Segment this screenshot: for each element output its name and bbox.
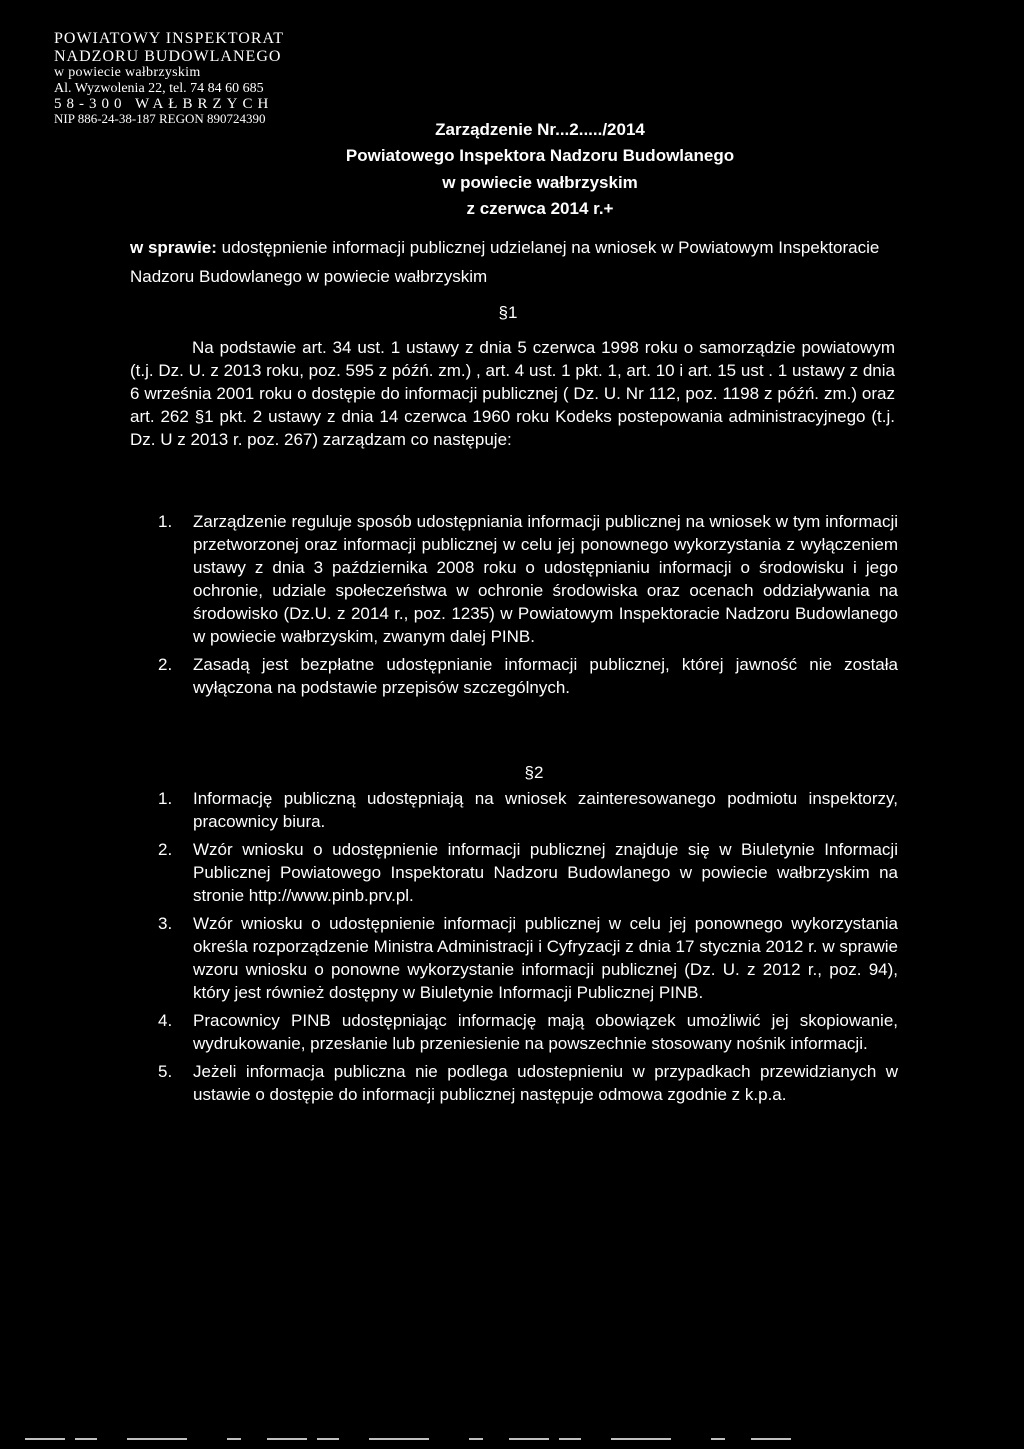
subject-text: udostępnienie informacji publicznej udzielanej na wniosek w Powiatowym Inspektoracie Nadzoru Budowlanego w powiecie wałbrzyskim bbox=[130, 238, 880, 286]
list-item-text: Wzór wniosku o udostępnienie informacji publicznej w celu jej ponownego wykorzystania określa rozporządzenie Ministra Administracji i Cyfryzacji z dnia 17 stycznia 2012 r. w sprawie wzoru wniosku o ponowne wykorzystanie informacji publicznej (Dz. U. z 2012 r., poz. 94), który jest również dostępny w Biuletynie Informacji Publicznej PINB. bbox=[193, 914, 898, 1002]
list-item-number: 1. bbox=[158, 789, 173, 808]
document-area: w powiecie wałbrzyskim bbox=[442, 172, 638, 192]
document-issuer: Powiatowego Inspektora Nadzoru Budowlanego bbox=[345, 146, 735, 166]
list-item bbox=[150, 1060, 898, 1106]
stamp-line: NIP 886-24-38-187 REGON 890724390 bbox=[54, 111, 266, 127]
document-date: z czerwca 2014 r.+ bbox=[466, 199, 614, 219]
stamp-line: POWIATOWY INSPEKTORAT bbox=[54, 30, 285, 47]
list-item-text: Informację publiczną udostępniają na wniosek zainteresowanego podmiotu inspektorzy, pracownicy biura. bbox=[193, 789, 898, 831]
section-2-list bbox=[150, 787, 898, 1111]
list-item bbox=[150, 510, 898, 648]
footer-dashed-rule bbox=[25, 1438, 795, 1440]
list-item-text: Wzór wniosku o udostępnienie informacji publicznej znajduje się w Biuletynie Informacji Publicznej Powiatowego Inspektoratu Nadzoru Budowlanego w powiecie wałbrzyskim na stronie http://www.pinb.prv.pl. bbox=[193, 840, 898, 905]
list-item-text: Zasadą jest bezpłatne udostępnianie informacji publicznej, której jawność nie została wyłączona na podstawie przepisów szczególnych. bbox=[193, 655, 898, 697]
office-stamp bbox=[54, 30, 354, 127]
list-item-text: Pracownicy PINB udostępniając informację mają obowiązek umożliwić jej skopiowanie, wydrukowanie, przesłanie lub przeniesienie na powszechnie stosowany nośnik informacji. bbox=[193, 1011, 898, 1053]
stamp-line: Al. Wyzwolenia 22, tel. 74 84 60 685 bbox=[54, 80, 264, 96]
stamp-line: w powiecie wałbrzyskim bbox=[54, 65, 201, 81]
list-item bbox=[150, 912, 898, 1004]
document-title: Zarządzenie Nr...2...../2014 bbox=[435, 120, 645, 139]
section-2-mark: §2 bbox=[524, 763, 544, 782]
list-item bbox=[150, 1009, 898, 1055]
stamp-line: NADZORU BUDOWLANEGO bbox=[54, 47, 282, 65]
list-item bbox=[150, 838, 898, 907]
subject-label: w sprawie: bbox=[130, 238, 217, 257]
list-item-number: 2. bbox=[158, 655, 173, 674]
subject-line bbox=[130, 233, 910, 291]
list-item bbox=[150, 787, 898, 833]
section-1-list bbox=[150, 510, 898, 704]
list-item-number: 2. bbox=[158, 840, 173, 859]
list-item-number: 3. bbox=[158, 914, 173, 933]
stamp-line: 58-300 WAŁBRZYCH bbox=[54, 95, 274, 112]
list-item-number: 5. bbox=[158, 1062, 173, 1081]
list-item-number: 4. bbox=[158, 1011, 173, 1030]
list-item-number: 1. bbox=[158, 512, 173, 531]
list-item-text: Zarządzenie reguluje sposób udostępniania informacji publicznej na wniosek w tym informacji przetworzonej oraz informacji publicznej w celu jej ponownego wykorzystania z wyłączeniem ustawy z dnia 3 października 2008 roku o udostępnianiu informacji o środowisku i jego ochronie, udziale społeczeństwa w ochronie środowiska oraz ocenach oddziaływania na środowisko (Dz.U. z 2014 r., poz. 1235) w Powiatowym Inspektoracie Nadzoru Budowlanego w powiecie wałbrzyskim, zwanym dalej PINB. bbox=[193, 512, 898, 646]
list-item-text: Jeżeli informacja publiczna nie podlega udostepnieniu w przypadkach przewidzianych w ustawie o dostępie do informacji publicznej następuje odmowa zgodnie z k.p.a. bbox=[193, 1062, 898, 1104]
document-heading bbox=[300, 117, 780, 222]
list-item bbox=[150, 653, 898, 699]
legal-basis-paragraph: Na podstawie art. 34 ust. 1 ustawy z dnia 5 czerwca 1998 roku o samorządzie powiatowym (t.j. Dz. U. z 2013 roku, poz. 595 z późń. zm.) , art. 4 ust. 1 pkt. 1, art. 10 i art. 15 ust . 1 ustawy z dnia 6 września 2001 roku o dostępie do informacji publicznej ( Dz. U. Nr 112, poz. 1198 z późń. zm.) oraz art. 262 §1 pkt. 2 ustawy z dnia 14 czerwca 1960 roku Kodeks postepowania administracyjnego (t.j. Dz. U z 2013 r. poz. 267) zarządzam co następuje: bbox=[130, 338, 895, 449]
section-1-mark: §1 bbox=[498, 303, 518, 322]
